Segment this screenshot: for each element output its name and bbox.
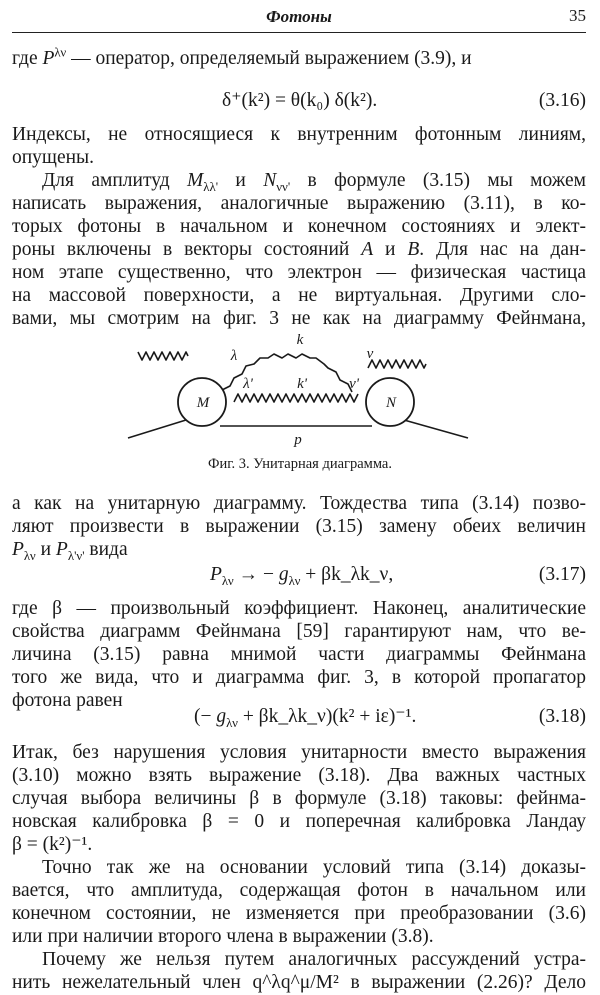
label-k: k [296, 332, 304, 348]
electron-line-right [404, 420, 468, 438]
text-line: случая выбора величины β в формуле (3.18) таковы: фейнма- [12, 788, 586, 809]
figure-caption: Фиг. 3. Унитарная диаграмма. [208, 456, 392, 472]
text-line: β = (k²)⁻¹. [12, 834, 93, 855]
unitary-diagram [120, 322, 480, 450]
label-k-prime: k' [297, 376, 307, 392]
text-line: (3.10) можно взять выражение (3.18). Два важных частных [12, 765, 586, 786]
text-line: Точно так же на основании условий типа (3.14) доказы- [42, 857, 586, 878]
text-line: Для амплитуд $M_{\lambda\lambda'}$ и $N_{\nu\nu'}$ в формуле (3.15) мы можем [42, 170, 586, 194]
equation-number: (3.18) [538, 706, 586, 727]
text-line: где β — произвольный коэффициент. Наконец, аналитические [12, 598, 586, 619]
text-line: свойства диаграмм Фейнмана [59] гарантируют нам, что ве- [12, 621, 586, 642]
text-line: ляют произвести в выражении (3.15) замену обеих величин [12, 516, 586, 537]
page-number: 35 [569, 6, 586, 25]
label-p: p [294, 432, 302, 448]
text-line: вается, что амплитуда, содержащая фотон в начальном или [12, 880, 586, 901]
text-line: фотона равен [12, 690, 123, 711]
text-line: Почему же нельзя путем аналогичных рассуждений устра- [42, 949, 586, 970]
electron-line-left [128, 420, 186, 438]
external-photon-left [138, 352, 188, 360]
text-line: $P_{\lambda\nu}$ и $P_{\lambda'\nu'}$ вида [12, 539, 128, 563]
text-line: или при наличии второго члена в выражении (3.8). [12, 926, 434, 947]
external-photon-right [368, 360, 426, 368]
text-line: конечном состоянии, не изменяется при преобразовании (3.6) [12, 903, 586, 924]
running-header [12, 2, 586, 33]
text-line: вами, мы смотрим на фиг. 3 не как на диаграмму Фейнмана, [12, 308, 586, 329]
internal-photon-k-prime [234, 394, 358, 402]
label-lambda: λ [230, 348, 238, 364]
text-line: Итак, без нарушения условия унитарности вместо выражения [12, 742, 586, 763]
equation-expression: δ⁺(k²) = θ(k₀) δ(k²). [222, 90, 378, 111]
equation-number: (3.17) [538, 564, 586, 585]
text-line: ном этапе существенно, что электрон — физическая частица [12, 262, 586, 283]
label-n: N [385, 395, 397, 411]
label-lambda-prime: λ' [243, 376, 253, 392]
text-line: написать выражения, аналогичные выражению (3.11), в ко- [12, 193, 586, 214]
text-line: а как на унитарную диаграмму. Тождества типа (3.14) позво- [12, 493, 586, 514]
text-line: Индексы, не относящиеся к внутренним фотонным линиям, [12, 124, 586, 145]
text-line: нить нежелательный член q^λq^μ/M² в выражении (2.26)? Дело [12, 972, 586, 993]
label-nu: ν [366, 346, 374, 362]
text-line: роны включены в векторы состояний A и B. Для нас на дан- [12, 239, 587, 260]
equation-expression: $P_{\lambda\nu}$ → − $g_{\lambda\nu}$ + βk_λk_ν, [210, 564, 394, 588]
label-nu-prime: ν' [349, 376, 359, 392]
text-line: новская калибровка β = 0 и поперечная калибровка Ландау [12, 811, 586, 832]
text-line: на массовой поверхности, а не виртуальная. Другими сло- [12, 285, 586, 306]
text-line: где $P^{\lambda\nu}$ — оператор, определяемый выражением (3.9), и [12, 45, 472, 69]
equation-number: (3.16) [538, 90, 586, 111]
text-line: опущены. [12, 147, 95, 168]
text-line: того же вида, что и диаграмма фиг. 3, в которой пропагатор [12, 667, 586, 688]
running-title: Фотоны [266, 7, 332, 26]
text-line: торых фотоны в начальном и конечном состояниях и элект- [12, 216, 586, 237]
label-m: M [196, 395, 210, 411]
text-line: личина (3.15) равна мнимой части диаграммы Фейнмана [12, 644, 586, 665]
internal-photon-k [222, 354, 352, 392]
equation-expression: (− $g_{\lambda\nu}$ + βk_λk_ν)(k² + iε)⁻¹. [194, 706, 417, 730]
